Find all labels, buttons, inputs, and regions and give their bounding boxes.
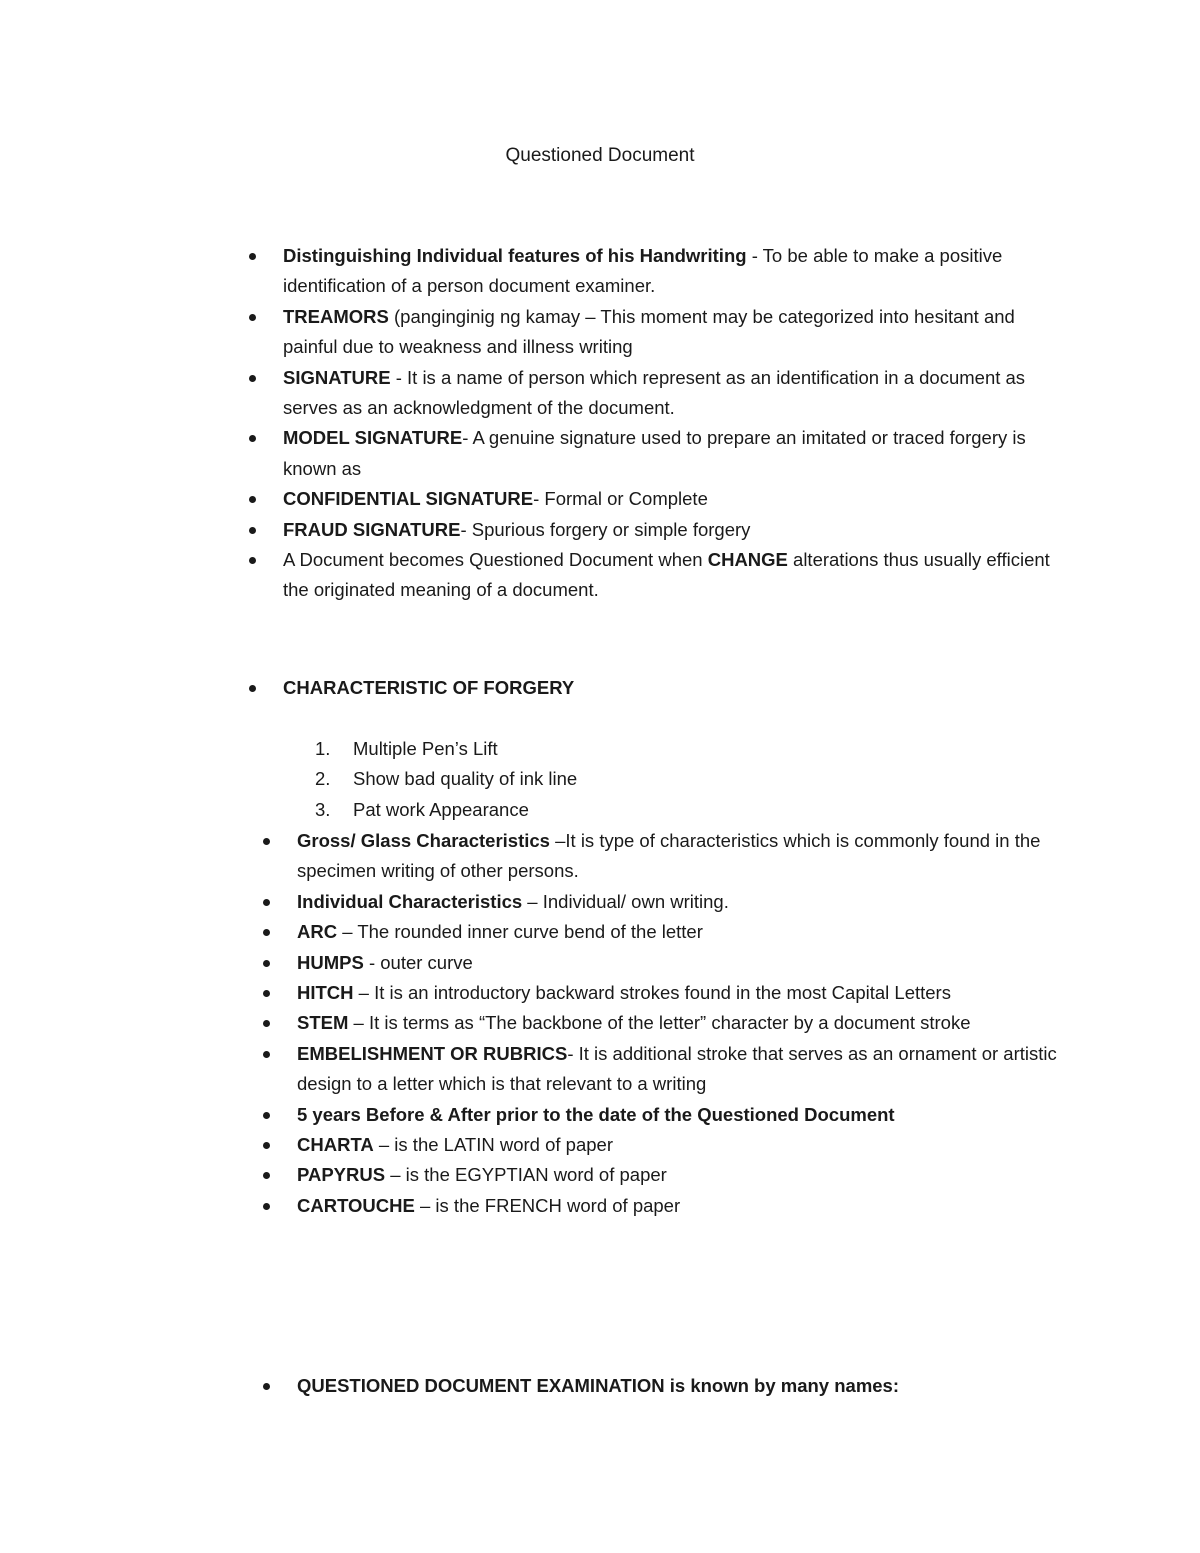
numbered-item [315, 734, 577, 764]
item-number: 3. [315, 798, 331, 820]
forgery-section [283, 673, 1073, 703]
numbered-item [315, 795, 577, 825]
list-item [283, 545, 1073, 606]
item-term: HITCH [297, 982, 354, 1004]
bullet-icon [263, 1112, 270, 1119]
bullet-icon [263, 990, 270, 997]
item-text: – is the EGYPTIAN word of paper [385, 1164, 667, 1186]
item-term: 5 years Before & After prior to the date of the Questioned Document [297, 1103, 895, 1125]
bullet-icon [249, 375, 256, 382]
list-item [297, 887, 1077, 917]
bullet-icon [263, 1172, 270, 1179]
list-item [297, 917, 1077, 947]
bullet-icon [263, 1203, 270, 1210]
bullet-icon [263, 1020, 270, 1027]
bullet-icon [263, 1383, 270, 1390]
bullet-icon [263, 960, 270, 967]
bullet-icon [263, 838, 270, 845]
item-text: – The rounded inner curve bend of the letter [337, 921, 703, 943]
list-item [297, 948, 1077, 978]
list-item [297, 1039, 1077, 1100]
item-text: – It is terms as “The backbone of the letter” character by a document stroke [348, 1012, 971, 1034]
bullet-icon [249, 557, 256, 564]
list-item [283, 363, 1073, 424]
bullet-icon [249, 527, 256, 534]
bullet-icon [249, 685, 256, 692]
list-item [283, 673, 1073, 703]
item-term: HUMPS [297, 951, 364, 973]
item-text: - Spurious forgery or simple forgery [460, 518, 751, 540]
bullet-icon [249, 314, 256, 321]
item-text: A Document becomes Questioned Document when [283, 549, 708, 571]
document-title: Questioned Document [505, 145, 695, 166]
list-item [297, 1008, 1077, 1038]
item-term: Gross/ Glass Characteristics [297, 830, 550, 851]
bullet-icon [249, 253, 256, 260]
list-item [283, 484, 1073, 514]
item-term: STEM [297, 1012, 349, 1034]
definitions-list [283, 241, 1073, 606]
closing-heading: QUESTIONED DOCUMENT EXAMINATION is known by many names: [297, 1375, 900, 1396]
bullet-icon [263, 899, 270, 906]
bullet-icon [263, 1142, 270, 1149]
item-text: - To be able to make a positive identification of a person document examiner. [283, 245, 1003, 297]
bullet-icon [263, 929, 270, 936]
item-term: FRAUD SIGNATURE [283, 518, 461, 540]
terms-list [297, 826, 1077, 1221]
numbered-item [315, 764, 578, 794]
item-term: SIGNATURE [283, 366, 391, 388]
item-text: – is the LATIN word of paper [373, 1134, 613, 1156]
item-text: - It is additional stroke that serves as an ornament or artistic design to a letter which is that relevant to a writing [297, 1042, 1057, 1095]
list-item [297, 1130, 1077, 1160]
section-heading: CHARACTERISTIC OF FORGERY [283, 677, 575, 698]
list-item [297, 826, 1077, 887]
list-item [297, 1371, 1077, 1401]
item-term: Individual Characteristics [297, 890, 523, 912]
item-text: - Formal or Complete [533, 488, 708, 510]
item-text: Multiple Pen’s Lift [353, 738, 498, 759]
item-term: CONFIDENTIAL SIGNATURE [283, 488, 534, 510]
item-text: – It is an introductory backward strokes found in the most Capital Letters [353, 982, 951, 1004]
forgery-characteristics-list [315, 734, 578, 825]
item-number: 2. [315, 768, 331, 790]
item-number: 1. [315, 738, 331, 759]
list-item [283, 423, 1073, 484]
item-term: Distinguishing Individual features of his Handwriting [283, 245, 747, 266]
bullet-icon [249, 496, 256, 503]
item-text: - A genuine signature used to prepare an imitated or traced forgery is known as [283, 427, 1026, 479]
list-item [297, 978, 1077, 1008]
item-term: CARTOUCHE [297, 1194, 415, 1216]
closing-section [297, 1371, 1077, 1401]
item-text: – Individual/ own writing. [522, 890, 729, 912]
list-item [297, 1160, 1077, 1190]
item-text: - It is a name of person which represent as an identification in a document as serves as an acknowledgment of the document. [283, 366, 1026, 419]
item-text: - outer curve [363, 951, 473, 973]
bullet-icon [249, 435, 256, 442]
item-term: ARC [297, 921, 338, 943]
list-item [283, 241, 1073, 302]
bullet-icon [263, 1051, 270, 1058]
item-text: Show bad quality of ink line [353, 768, 578, 790]
item-term: PAPYRUS [297, 1164, 386, 1186]
item-term: TREAMORS [283, 305, 389, 327]
item-text: Pat work Appearance [353, 798, 529, 820]
item-text: – is the FRENCH word of paper [414, 1194, 681, 1216]
list-item [297, 1100, 1077, 1130]
list-item [283, 302, 1073, 363]
list-item [297, 1191, 1077, 1221]
item-term: CHANGE [707, 549, 788, 571]
item-text: (panginginig ng kamay – This moment may be categorized into hesitant and painful due to weakness and illness writing [283, 305, 1015, 358]
item-term: CHARTA [297, 1134, 374, 1156]
item-term: EMBELISHMENT OR RUBRICS [297, 1042, 568, 1064]
item-text: –It is type of characteristics which is commonly found in the specimen writing of other persons. [297, 830, 1041, 882]
item-text: alterations thus usually efficient the originated meaning of a document. [283, 549, 1050, 601]
item-term: MODEL SIGNATURE [283, 427, 463, 449]
list-item [283, 515, 1073, 545]
